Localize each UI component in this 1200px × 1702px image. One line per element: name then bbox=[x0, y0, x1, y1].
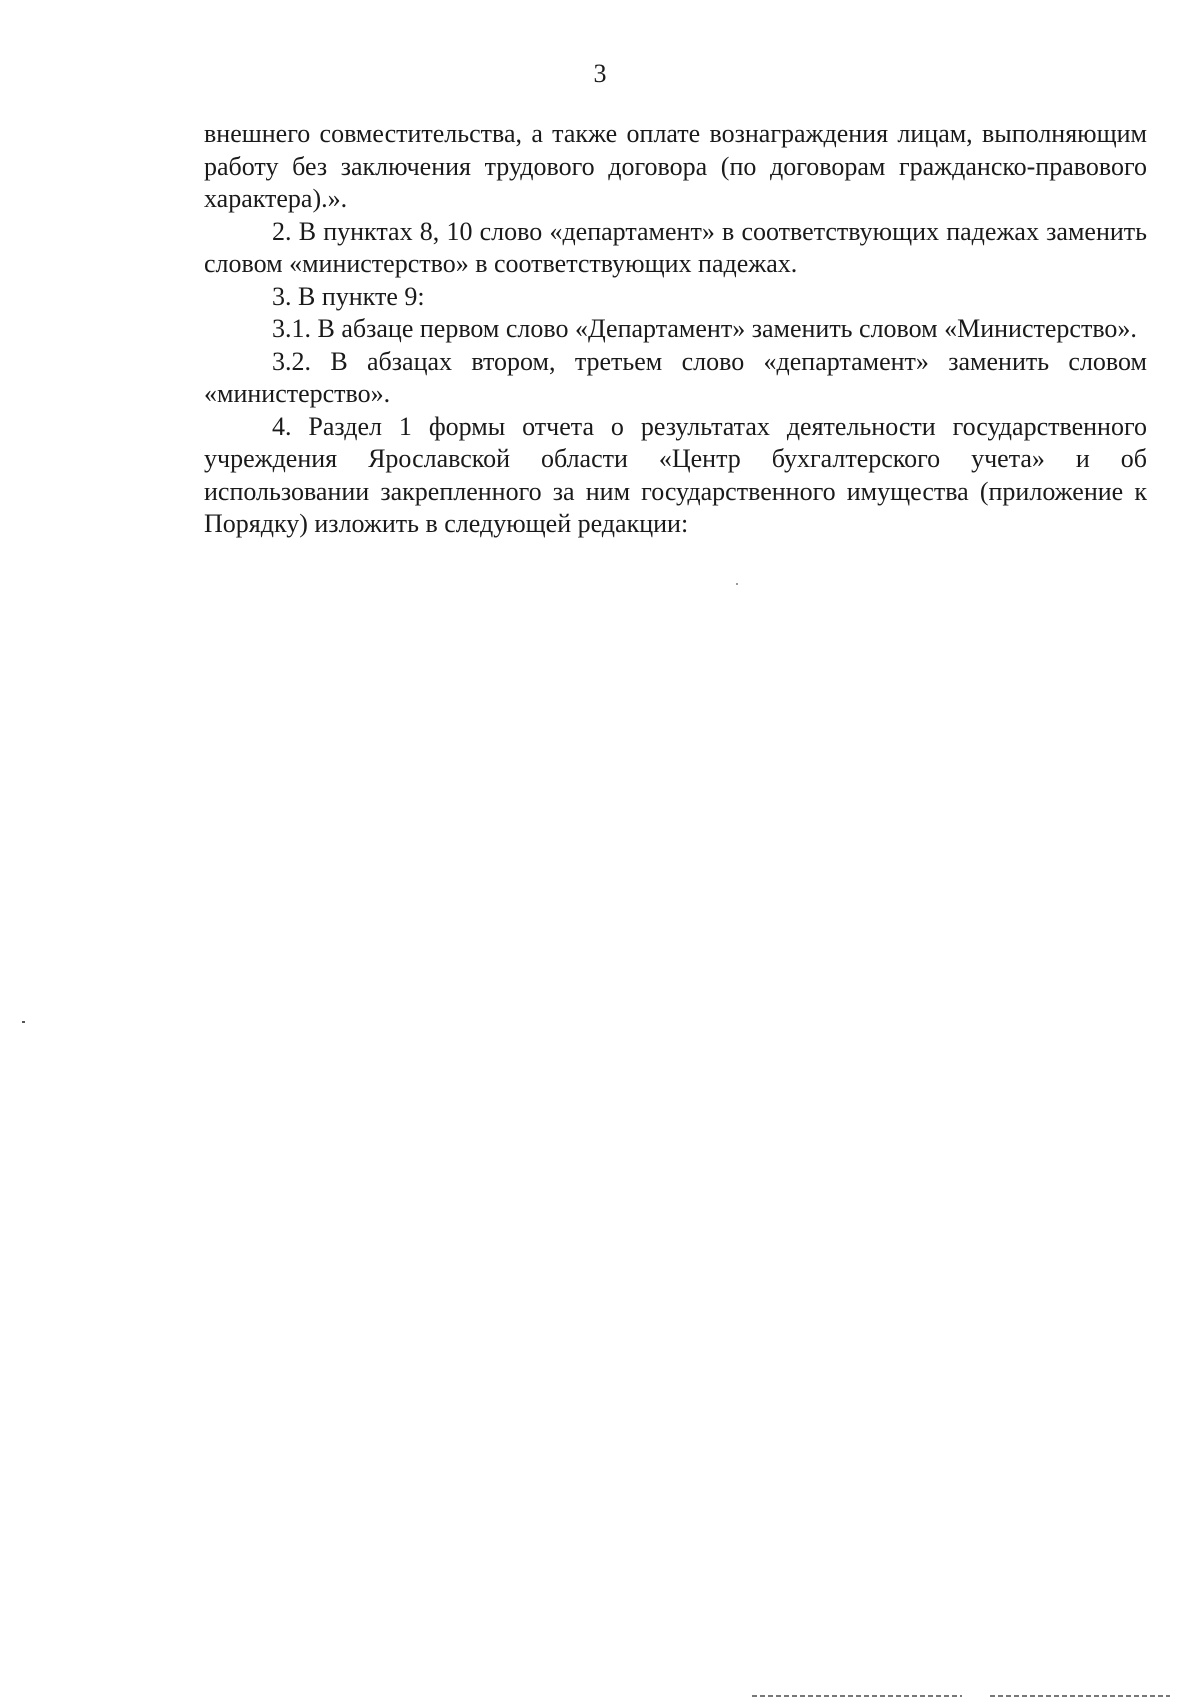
scan-edge-line bbox=[752, 1695, 962, 1697]
document-body bbox=[204, 118, 1147, 541]
scan-mark bbox=[22, 1021, 25, 1023]
paragraph-item-3: 3. В пункте 9: bbox=[272, 281, 425, 311]
scan-edge-line bbox=[990, 1695, 1170, 1697]
scan-speck bbox=[736, 583, 738, 585]
paragraph-item-3-1: 3.1. В абзаце первом слово «Департамент» заменить словом «Министерство». bbox=[272, 314, 1137, 343]
paragraph-item-4: 4. Раздел 1 формы отчета о результатах деятельности государственного учреждения Ярославской области «Центр бухгалтерского учета» и об использовании закрепленного за ним государственного имущества (приложение к Порядку) изложить в следующей редакции: bbox=[204, 411, 1147, 538]
paragraph-continuation: внешнего совместительства, а также оплате вознаграждения лицам, выполняющим работу без заключения трудового договора (по договорам гражданско-правового характера).». bbox=[204, 119, 1147, 213]
paragraph-item-2: 2. В пунктах 8, 10 слово «департамент» в соответствующих падежах заменить словом «министерство» в соответствующих падежах. bbox=[204, 216, 1147, 278]
page-number: 3 bbox=[593, 59, 607, 88]
paragraph-item-3-2: 3.2. В абзацах втором, третьем слово «департамент» заменить словом «министерство». bbox=[204, 346, 1147, 408]
